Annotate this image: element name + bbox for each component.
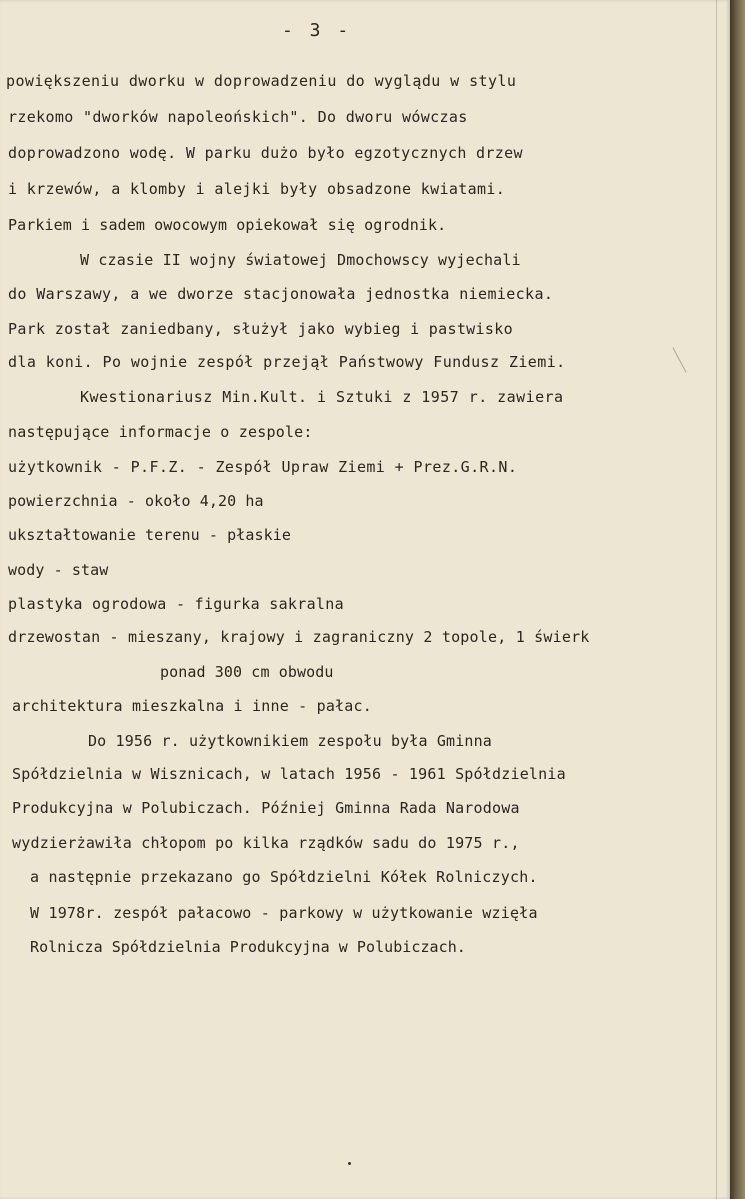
text-line-20: Do 1956 r. użytkownikiem zespołu była Gminna: [88, 732, 492, 750]
text-line-13: powierzchnia - około 4,20 ha: [8, 492, 264, 510]
text-line-2: rzekomo "dworków napoleońskich". Do dworu wówczas: [8, 108, 468, 126]
page-fold-line: [716, 0, 717, 1199]
text-line-15: wody - staw: [8, 561, 109, 579]
text-line-24: a następnie przekazano go Spółdzielni Kółek Rolniczych.: [30, 868, 538, 886]
text-line-8: Park został zaniedbany, służył jako wybieg i pastwisko: [8, 320, 513, 338]
text-line-4: i krzewów, a klomby i alejki były obsadzone kwiatami.: [8, 180, 506, 198]
text-line-23: wydzierżawiła chłopom po kilka rządków sadu do 1975 r.,: [12, 834, 520, 852]
text-line-11: następujące informacje o zespole:: [8, 423, 313, 441]
text-line-22: Produkcyjna w Polubiczach. Później Gminna Rada Narodowa: [12, 799, 520, 817]
text-line-12: użytkownik - P.F.Z. - Zespół Upraw Ziemi + Prez.G.R.N.: [8, 458, 518, 476]
text-line-6: W czasie II wojny światowej Dmochowscy wyjechali: [80, 251, 521, 269]
text-line-1: powiększeniu dworku w doprowadzeniu do wyglądu w stylu: [6, 72, 517, 90]
pencil-mark: [672, 347, 686, 372]
page-number: - 3 -: [282, 20, 352, 41]
binding-edge: [730, 0, 745, 1199]
text-line-21: Spółdzielnia w Wisznicach, w latach 1956 - 1961 Spółdzielnia: [12, 765, 566, 783]
text-line-10: Kwestionariusz Min.Kult. i Sztuki z 1957 r. zawiera: [80, 388, 564, 406]
text-line-17: drzewostan - mieszany, krajowy i zagraniczny 2 topole, 1 świerk: [8, 628, 590, 646]
text-line-16: plastyka ogrodowa - figurka sakralna: [8, 595, 344, 613]
text-line-9: dla koni. Po wojnie zespół przejął Państwowy Fundusz Ziemi.: [8, 353, 566, 371]
text-line-3: doprowadzono wodę. W parku dużo było egzotycznych drzew: [8, 144, 523, 162]
text-line-18: ponad 300 cm obwodu: [160, 663, 334, 681]
text-line-14: ukształtowanie terenu - płaskie: [8, 526, 292, 544]
text-line-7: do Warszawy, a we dworze stacjonowała jednostka niemiecka.: [8, 285, 554, 303]
ink-speck: [348, 1162, 351, 1165]
text-line-5: Parkiem i sadem owocowym opiekował się ogrodnik.: [8, 216, 447, 234]
text-line-26: Rolnicza Spółdzielnia Produkcyjna w Polubiczach.: [30, 938, 466, 956]
text-line-19: architektura mieszkalna i inne - pałac.: [12, 697, 372, 715]
text-line-25: W 1978r. zespół pałacowo - parkowy w użytkowanie wzięła: [30, 904, 538, 922]
